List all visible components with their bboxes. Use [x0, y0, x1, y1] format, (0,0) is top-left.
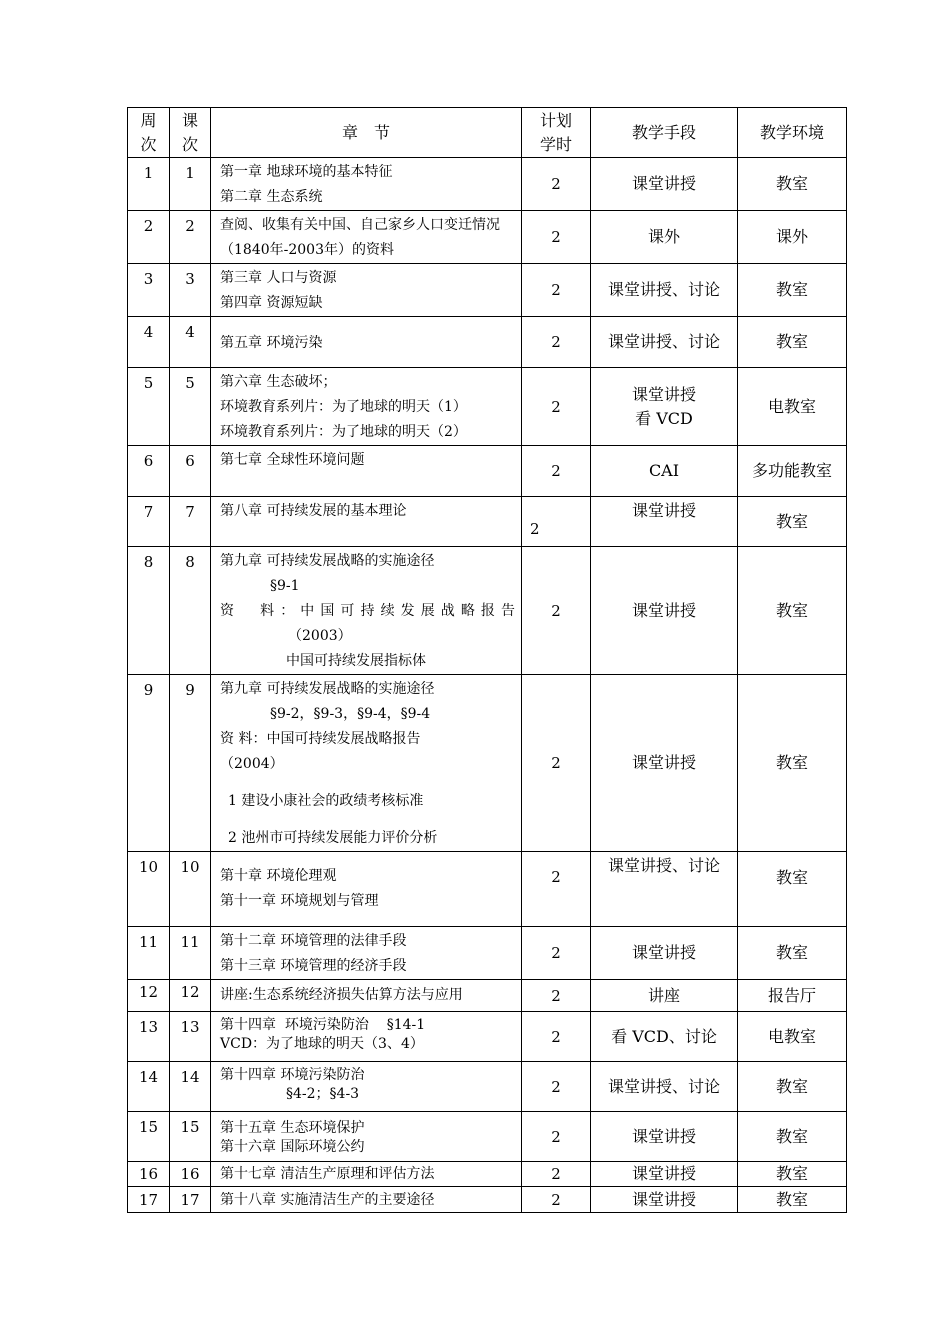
hours-cell: 2	[522, 1112, 591, 1162]
chapter-cell	[211, 1187, 522, 1213]
chapter-line: 第十四章 环境污染防治 §14-1	[220, 1017, 426, 1033]
chapter-line: （2004）	[220, 756, 284, 772]
header-chapter: 章 节	[211, 108, 522, 158]
hours-cell: 2	[522, 211, 591, 264]
chapter-line: 环境教育系列片：为了地球的明天（1）	[220, 399, 467, 415]
hours-cell: 2	[522, 927, 591, 980]
method-cell: 课堂讲授	[591, 547, 738, 675]
chapter-line: 第三章 人口与资源	[220, 270, 337, 286]
chapter-line: 第十章 环境伦理观	[220, 868, 337, 884]
chapter-line: VCD：为了地球的明天（3、4）	[220, 1036, 424, 1052]
method-cell: 课堂讲授	[591, 158, 738, 211]
table-row	[128, 1112, 847, 1162]
week-cell: 13	[128, 1012, 170, 1062]
week-cell: 4	[128, 317, 170, 368]
chapter-cell	[211, 675, 522, 852]
week-cell: 1	[128, 158, 170, 211]
lesson-cell: 17	[170, 1187, 211, 1213]
lesson-cell: 8	[170, 547, 211, 675]
chapter-line: 第十七章 清洁生产原理和评估方法	[220, 1166, 435, 1182]
chapter-line: 第十一章 环境规划与管理	[220, 893, 379, 909]
lesson-cell: 12	[170, 980, 211, 1012]
lesson-cell: 9	[170, 675, 211, 852]
chapter-cell	[211, 1112, 522, 1162]
hours-cell: 2	[522, 264, 591, 317]
method-cell: 课外	[591, 211, 738, 264]
course-schedule-table	[127, 107, 847, 1213]
chapter-cell	[211, 497, 522, 547]
table-row	[128, 1162, 847, 1187]
lesson-cell: 7	[170, 497, 211, 547]
header-row	[128, 108, 847, 158]
week-cell: 8	[128, 547, 170, 675]
chapter-cell	[211, 368, 522, 446]
hours-cell: 2	[522, 368, 591, 446]
table-row	[128, 1187, 847, 1213]
chapter-cell	[211, 547, 522, 675]
header-week: 周次	[128, 108, 170, 158]
table-row	[128, 368, 847, 446]
hours-cell: 2	[522, 547, 591, 675]
lesson-cell: 4	[170, 317, 211, 368]
lesson-cell: 13	[170, 1012, 211, 1062]
chapter-cell	[211, 264, 522, 317]
hours-cell: 2	[522, 1162, 591, 1187]
lesson-cell: 5	[170, 368, 211, 446]
chapter-line: 资 料：中国可持续发展战略报告	[220, 731, 421, 747]
lesson-cell: 11	[170, 927, 211, 980]
chapter-line: 第十六章 国际环境公约	[220, 1138, 365, 1155]
chapter-line: 1 建设小康社会的政绩考核标准	[228, 793, 424, 809]
env-cell: 教室	[738, 317, 847, 368]
chapter-line: 第四章 资源短缺	[220, 295, 323, 311]
env-cell: 教室	[738, 1062, 847, 1112]
table-row	[128, 446, 847, 497]
chapter-line: 第一章 地球环境的基本特征	[220, 164, 393, 180]
table-row	[128, 980, 847, 1012]
table-row	[128, 317, 847, 368]
method-cell: 课堂讲授	[591, 1162, 738, 1187]
chapter-cell	[211, 1162, 522, 1187]
chapter-line: 第十二章 环境管理的法律手段	[220, 933, 407, 949]
table-row	[128, 158, 847, 211]
env-cell: 课外	[738, 211, 847, 264]
week-cell: 11	[128, 927, 170, 980]
env-cell: 教室	[738, 675, 847, 852]
method-cell: 课堂讲授、讨论	[591, 317, 738, 368]
method-cell: 课堂讲授	[591, 497, 738, 547]
env-cell: 报告厅	[738, 980, 847, 1012]
week-cell: 6	[128, 446, 170, 497]
chapter-line: 2 池州市可持续发展能力评价分析	[228, 830, 438, 846]
env-cell: 教室	[738, 264, 847, 317]
chapter-line: §9-2，§9-3，§9-4，§9-4	[270, 706, 431, 722]
chapter-cell	[211, 852, 522, 927]
chapter-cell	[211, 446, 522, 497]
chapter-line: 第十五章 生态环境保护	[220, 1119, 365, 1136]
chapter-line: 第五章 环境污染	[220, 334, 323, 351]
env-cell: 教室	[738, 927, 847, 980]
spacer	[220, 777, 515, 789]
table-row	[128, 1062, 847, 1112]
hours-cell: 2	[522, 317, 591, 368]
week-cell: 10	[128, 852, 170, 927]
table-row	[128, 1012, 847, 1062]
chapter-line: 讲座:生态系统经济损失估算方法与应用	[220, 987, 463, 1003]
week-cell: 5	[128, 368, 170, 446]
lesson-cell: 2	[170, 211, 211, 264]
method-cell: 讲座	[591, 980, 738, 1012]
chapter-line: §9-1	[270, 578, 300, 594]
env-cell: 教室	[738, 1187, 847, 1213]
table-row	[128, 264, 847, 317]
table-row	[128, 497, 847, 547]
hours-cell: 2	[522, 1062, 591, 1112]
chapter-cell	[211, 1012, 522, 1062]
method-cell: 课堂讲授	[591, 1187, 738, 1213]
week-cell: 16	[128, 1162, 170, 1187]
method-cell: CAI	[591, 446, 738, 497]
lesson-cell: 14	[170, 1062, 211, 1112]
method-cell: 课堂讲授、讨论	[591, 1062, 738, 1112]
week-cell: 14	[128, 1062, 170, 1112]
table-row	[128, 852, 847, 927]
hours-cell: 2	[522, 497, 591, 547]
env-cell: 教室	[738, 1112, 847, 1162]
chapter-line: 查阅、收集有关中国、自己家乡人口变迁情况（1840年-2003年）的资料	[220, 217, 500, 258]
chapter-cell	[211, 1062, 522, 1112]
chapter-line: 第六章 生态破坏；	[220, 374, 337, 390]
env-cell: 教室	[738, 497, 847, 547]
lesson-cell: 1	[170, 158, 211, 211]
method-cell: 课堂讲授 看 VCD	[591, 368, 738, 446]
hours-cell: 2	[522, 446, 591, 497]
chapter-line: （2003）	[288, 628, 352, 644]
env-cell: 多功能教室	[738, 446, 847, 497]
chapter-line: 第九章 可持续发展战略的实施途径	[220, 553, 435, 569]
env-cell: 教室	[738, 547, 847, 675]
week-cell: 12	[128, 980, 170, 1012]
chapter-line: 第七章 全球性环境问题	[220, 452, 365, 468]
week-cell: 7	[128, 497, 170, 547]
table-row	[128, 927, 847, 980]
lesson-cell: 15	[170, 1112, 211, 1162]
chapter-line: §4-2；§4-3	[286, 1086, 360, 1102]
chapter-line: 环境教育系列片：为了地球的明天（2）	[220, 424, 467, 440]
week-cell: 17	[128, 1187, 170, 1213]
method-cell: 看 VCD、讨论	[591, 1012, 738, 1062]
chapter-line: 资 料：中国可持续发展战略报告	[220, 603, 515, 619]
chapter-line: 中国可持续发展指标体	[286, 653, 426, 669]
hours-cell: 2	[522, 1187, 591, 1213]
chapter-line: 第二章 生态系统	[220, 189, 323, 205]
header-method: 教学手段	[591, 108, 738, 158]
lesson-cell: 3	[170, 264, 211, 317]
week-cell: 9	[128, 675, 170, 852]
hours-cell: 2	[522, 1012, 591, 1062]
method-cell: 课堂讲授、讨论	[591, 852, 738, 927]
hours-cell: 2	[522, 675, 591, 852]
hours-cell: 2	[522, 158, 591, 211]
chapter-cell	[211, 317, 522, 368]
env-cell: 电教室	[738, 368, 847, 446]
chapter-cell	[211, 927, 522, 980]
method-cell: 课堂讲授	[591, 675, 738, 852]
header-hours: 计划学时	[522, 108, 591, 158]
chapter-cell	[211, 980, 522, 1012]
header-env: 教学环境	[738, 108, 847, 158]
hours-cell: 2	[522, 980, 591, 1012]
header-lesson: 课次	[170, 108, 211, 158]
table-row	[128, 211, 847, 264]
chapter-line: 第八章 可持续发展的基本理论	[220, 503, 407, 519]
chapter-line: 第十三章 环境管理的经济手段	[220, 958, 407, 974]
env-cell: 电教室	[738, 1012, 847, 1062]
week-cell: 15	[128, 1112, 170, 1162]
method-cell: 课堂讲授、讨论	[591, 264, 738, 317]
week-cell: 2	[128, 211, 170, 264]
lesson-cell: 10	[170, 852, 211, 927]
chapter-cell	[211, 158, 522, 211]
hours-cell: 2	[522, 852, 591, 927]
chapter-line: 第十八章 实施清洁生产的主要途径	[220, 1191, 435, 1208]
lesson-cell: 16	[170, 1162, 211, 1187]
chapter-cell	[211, 211, 522, 264]
env-cell: 教室	[738, 158, 847, 211]
table-row	[128, 547, 847, 675]
chapter-line: 第十四章 环境污染防治	[220, 1067, 365, 1083]
method-cell: 课堂讲授	[591, 927, 738, 980]
chapter-line: 第九章 可持续发展战略的实施途径	[220, 681, 435, 697]
spacer	[220, 814, 515, 826]
env-cell: 教室	[738, 1162, 847, 1187]
method-cell: 课堂讲授	[591, 1112, 738, 1162]
week-cell: 3	[128, 264, 170, 317]
env-cell: 教室	[738, 852, 847, 927]
table-row	[128, 675, 847, 852]
lesson-cell: 6	[170, 446, 211, 497]
